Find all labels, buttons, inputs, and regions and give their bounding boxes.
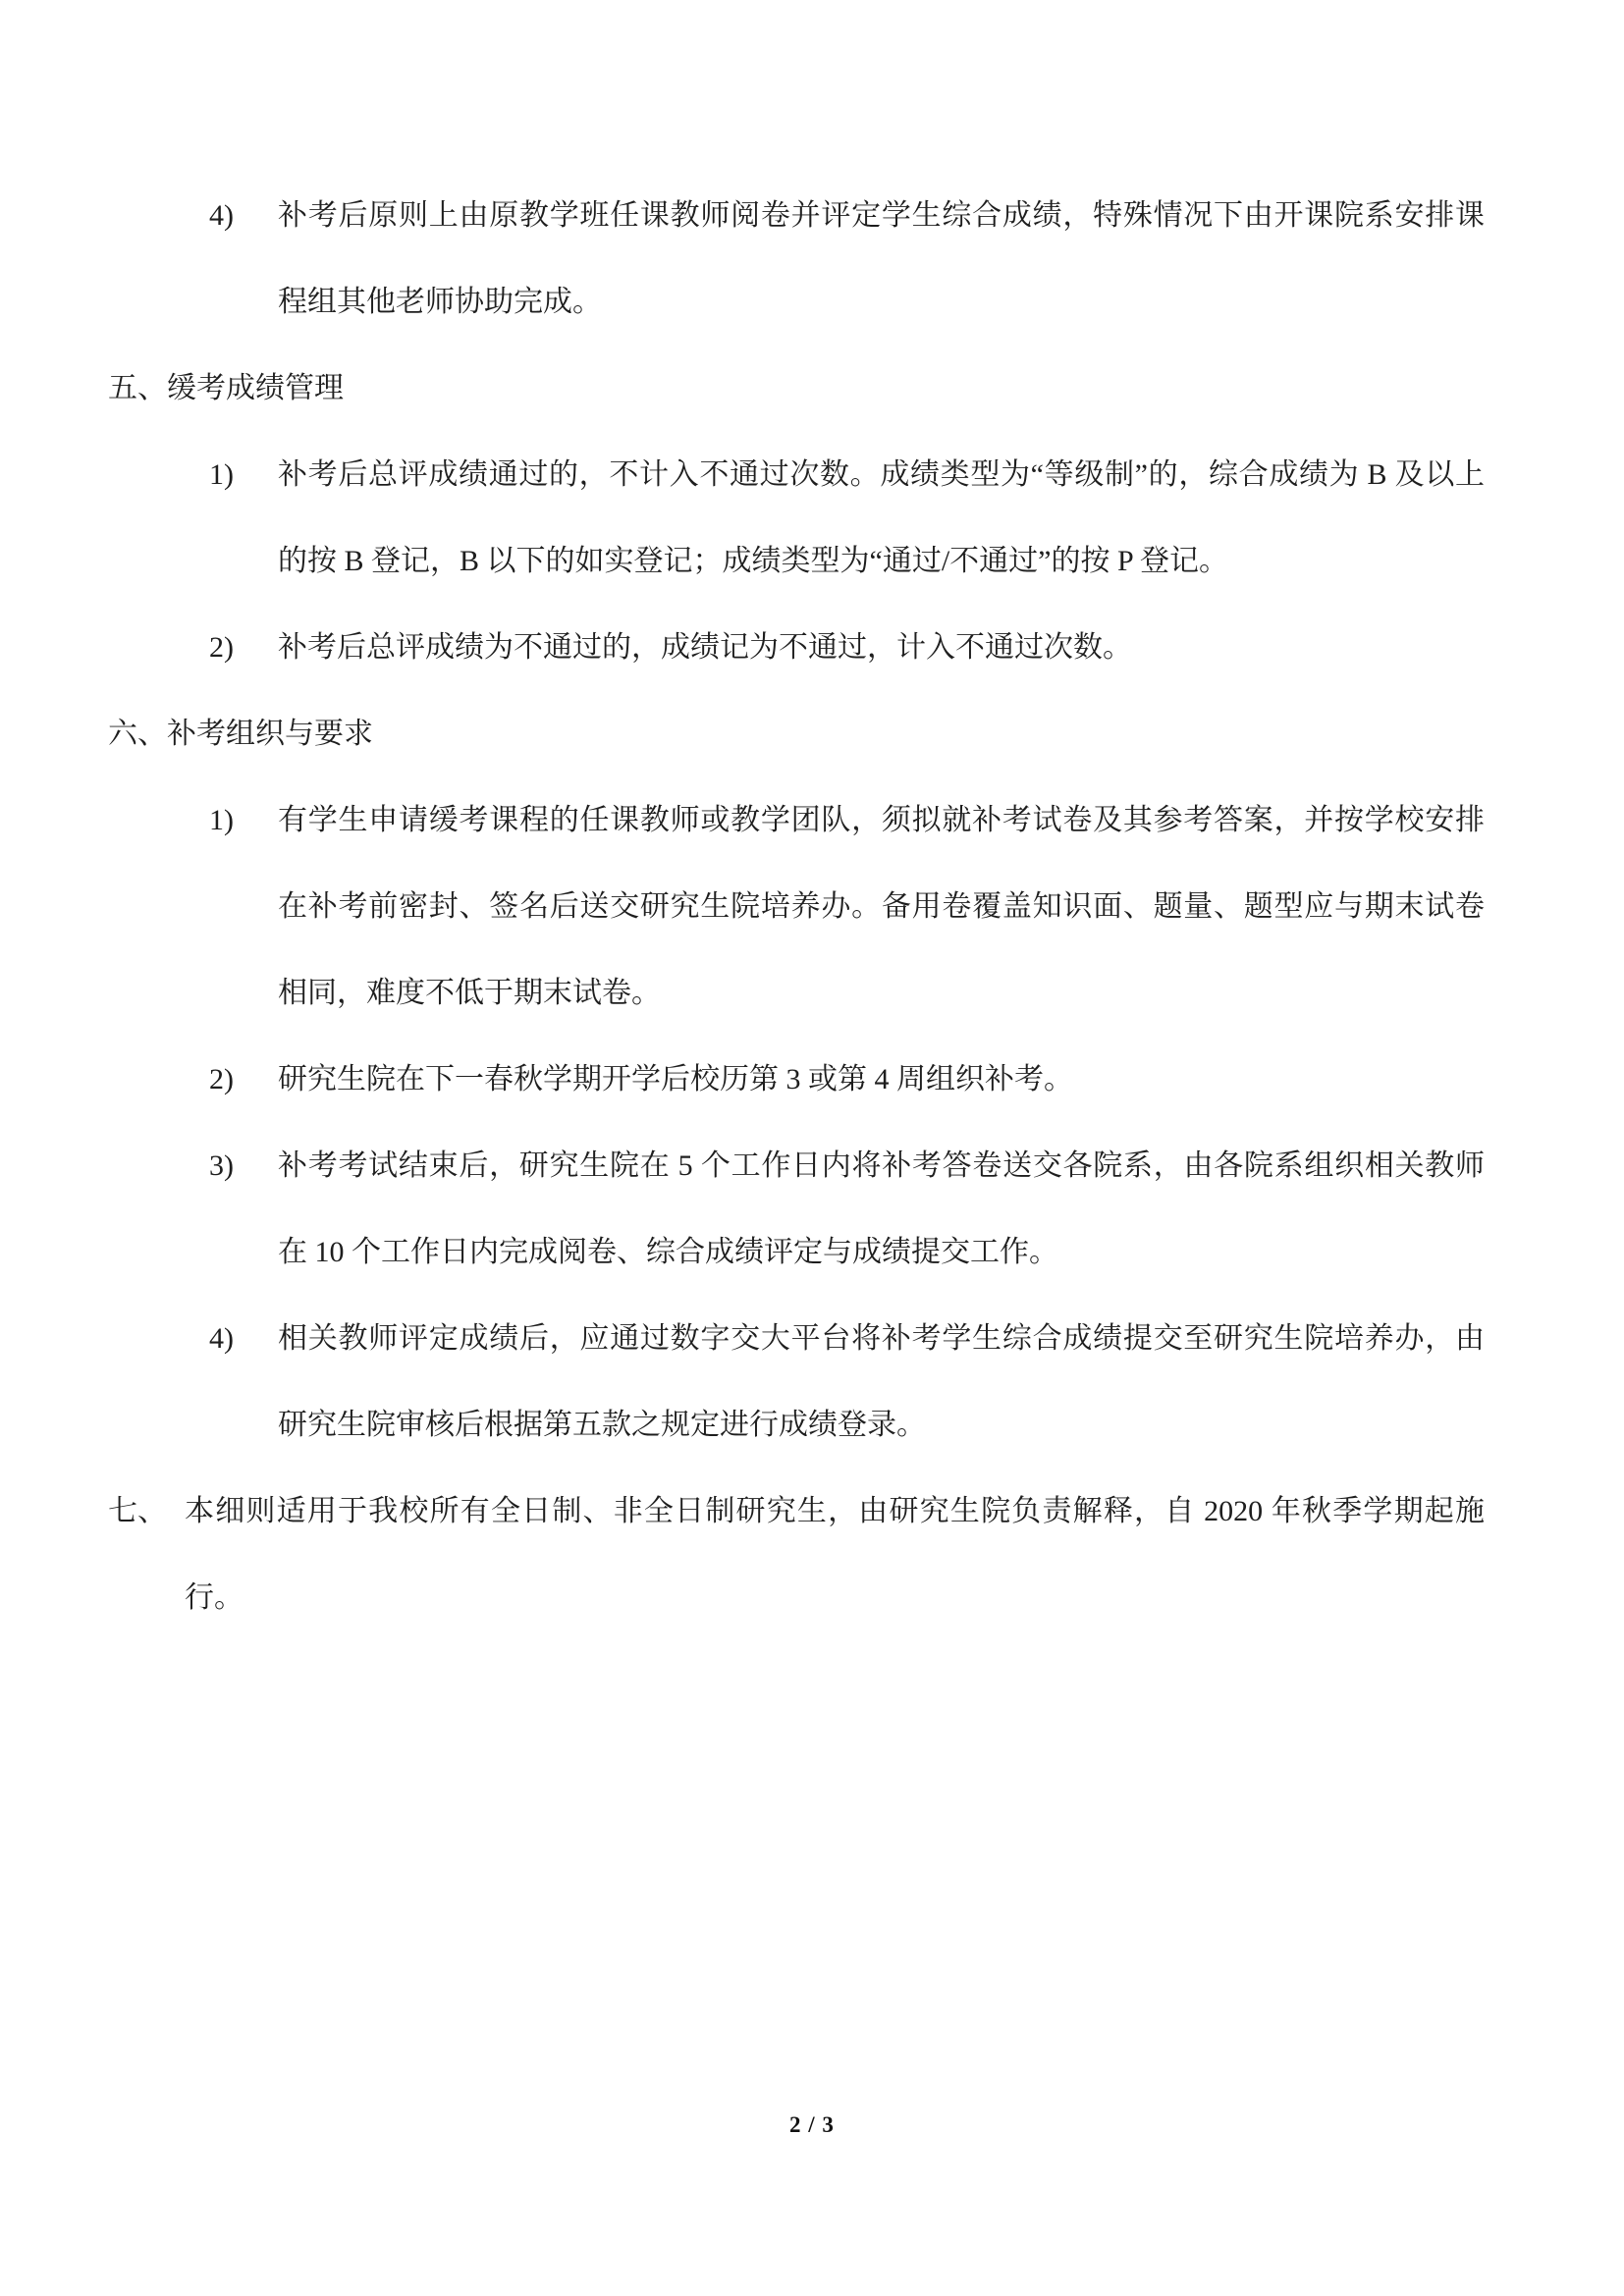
list-item [209,173,1485,346]
list-item-text: 补考后总评成绩通过的，不计入不通过次数。成绩类型为“等级制”的，综合成绩为 B 及以上的按 B 登记，B 以下的如实登记；成绩类型为“通过/不通过”的按 P 登记。 [278,458,1485,577]
page-number: 2 / 3 [789,2112,835,2137]
list-item-marker: 3) [209,1149,234,1182]
list-item-text: 有学生申请缓考课程的任课教师或教学团队，须拟就补考试卷及其参考答案，并按学校安排在补考前密封、签名后送交研究生院培养办。备用卷覆盖知识面、题量、题型应与期末试卷相同，难度不低于期末试卷。 [278,804,1485,1009]
section-heading [108,346,1485,432]
list-item [209,605,1485,691]
list-item [209,1123,1485,1296]
section-paragraph-marker: 七、 [108,1495,167,1527]
list-item-marker: 4) [209,199,234,232]
section-heading-marker: 五、 [108,372,167,404]
list-item-marker: 1) [209,804,234,836]
document-body [108,173,1485,1641]
list-item [209,777,1485,1037]
list-item-marker: 4) [209,1322,234,1355]
section-heading-marker: 六、 [108,718,167,750]
section-paragraph-text: 本细则适用于我校所有全日制、非全日制研究生，由研究生院负责解释，自 2020 年秋季学期起施行。 [185,1495,1485,1614]
list-item-text: 相关教师评定成绩后，应通过数字交大平台将补考学生综合成绩提交至研究生院培养办，由研究生院审核后根据第五款之规定进行成绩登录。 [278,1322,1485,1441]
section-paragraph [108,1468,1485,1641]
section-heading-text: 补考组织与要求 [167,718,373,750]
list-item-text: 补考后总评成绩为不通过的，成绩记为不通过，计入不通过次数。 [278,631,1132,664]
list-item-marker: 1) [209,458,234,491]
list-item-marker: 2) [209,631,234,664]
list-item [209,1037,1485,1123]
list-item-text: 研究生院在下一春秋学期开学后校历第 3 或第 4 周组织补考。 [278,1063,1073,1095]
list-item-text: 补考考试结束后，研究生院在 5 个工作日内将补考答卷送交各院系，由各院系组织相关教师在 10 个工作日内完成阅卷、综合成绩评定与成绩提交工作。 [278,1149,1485,1268]
list-item-marker: 2) [209,1063,234,1095]
list-item-text: 补考后原则上由原教学班任课教师阅卷并评定学生综合成绩，特殊情况下由开课院系安排课程组其他老师协助完成。 [278,199,1485,318]
section-heading [108,691,1485,777]
list-item [209,1296,1485,1468]
section-heading-text: 缓考成绩管理 [167,372,344,404]
list-item [209,432,1485,605]
